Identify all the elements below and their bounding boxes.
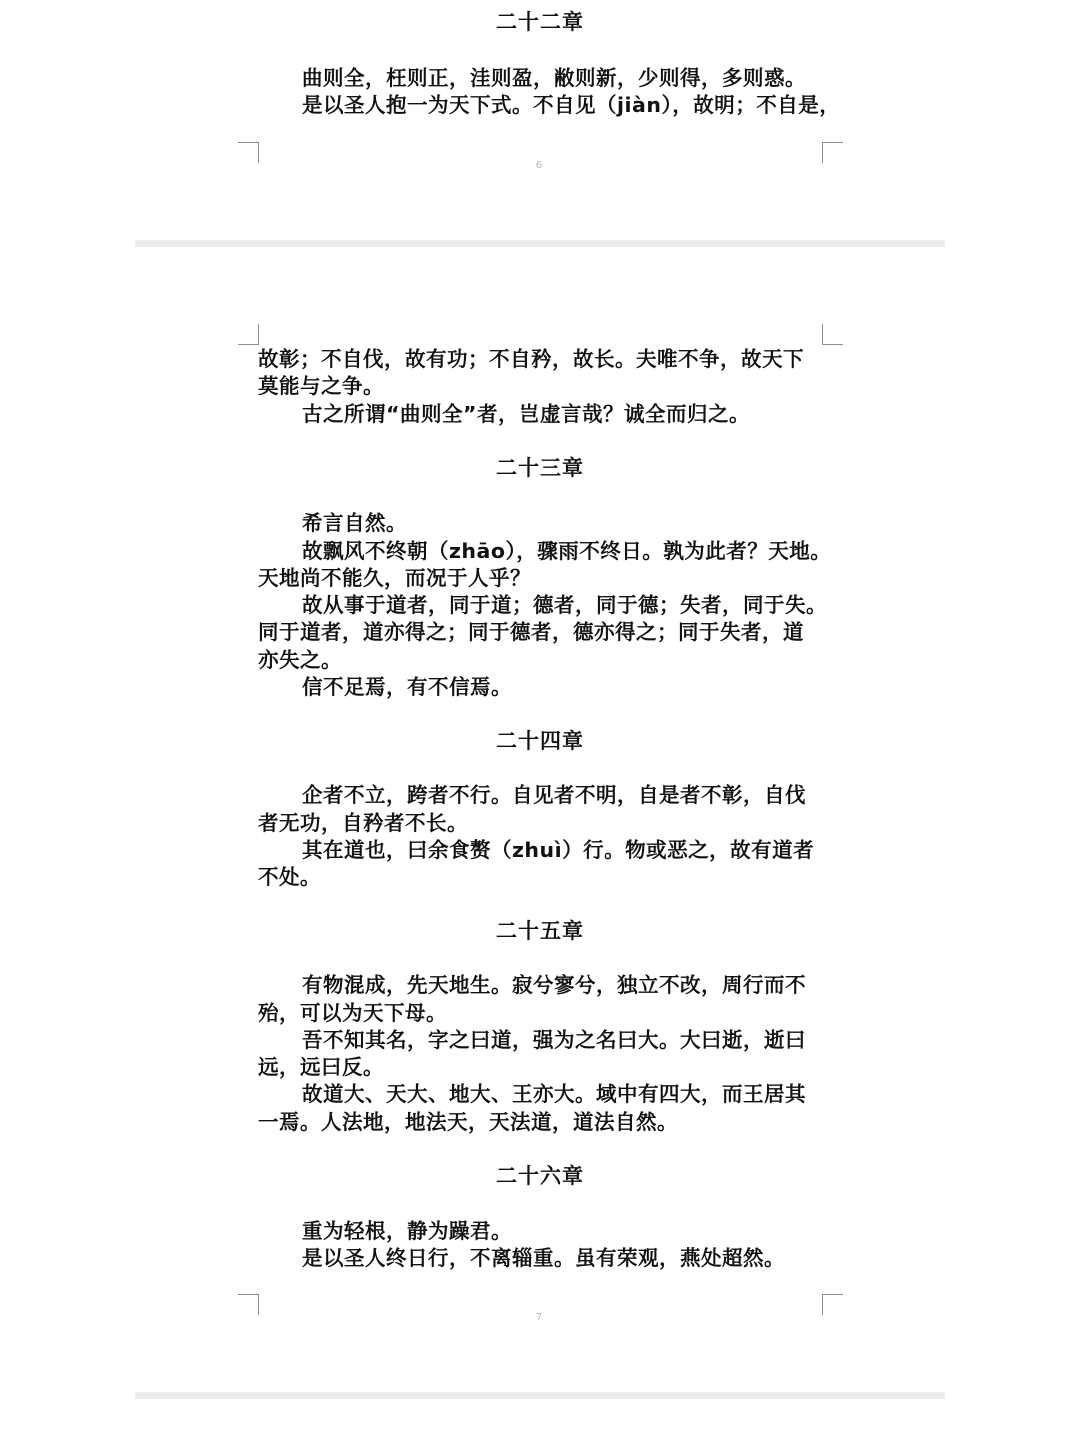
page-number: 7	[535, 1312, 543, 1323]
paragraph-line: 希言自然。	[302, 511, 407, 535]
page-separator	[135, 240, 945, 247]
margin-corner-mark	[822, 142, 843, 163]
margin-corner-mark	[238, 324, 259, 345]
paragraph-line: 曲则全，枉则正，洼则盈，敝则新，少则得，多则惑。	[302, 66, 806, 90]
chapter-heading-24: 二十四章	[496, 729, 584, 753]
page-number: 6	[535, 160, 543, 171]
margin-corner-mark	[238, 1294, 259, 1315]
page-separator	[135, 1392, 945, 1399]
paragraph-line: 故从事于道者，同于道；德者，同于德；失者，同于失。	[302, 593, 827, 617]
document-page-6	[0, 0, 1080, 240]
paragraph-line: 是以圣人抱一为天下式。不自见（jiàn），故明；不自是，	[302, 93, 841, 117]
paragraph-line: 莫能与之争。	[258, 374, 384, 398]
paragraph-line: 亦失之。	[258, 648, 342, 672]
paragraph-line: 者无功，自矜者不长。	[258, 811, 468, 835]
paragraph-line: 同于道者，道亦得之；同于德者，德亦得之；同于失者，道	[258, 620, 804, 644]
paragraph-line: 故彰；不自伐，故有功；不自矜，故长。夫唯不争，故天下	[258, 347, 804, 371]
paragraph-line: 故道大、天大、地大、王亦大。域中有四大，而王居其	[302, 1082, 806, 1106]
paragraph-line: 其在道也，曰余食赘（zhuì）行。物或恶之，故有道者	[302, 838, 815, 862]
chapter-heading-22: 二十二章	[496, 10, 584, 34]
paragraph-line: 不处。	[258, 865, 321, 889]
margin-corner-mark	[822, 1294, 843, 1315]
paragraph-line: 故飘风不终朝（zhāo），骤雨不终日。孰为此者？天地。	[302, 539, 832, 563]
paragraph-line: 企者不立，跨者不行。自见者不明，自是者不彰，自伐	[302, 783, 806, 807]
paragraph-line: 古之所谓“曲则全”者，岂虚言哉？诚全而归之。	[302, 402, 750, 426]
paragraph-line: 信不足焉，有不信焉。	[302, 675, 512, 699]
paragraph-line: 远，远曰反。	[258, 1055, 384, 1079]
margin-corner-mark	[822, 324, 843, 345]
paragraph-line: 是以圣人终日行，不离辎重。虽有荣观，燕处超然。	[302, 1246, 785, 1270]
margin-corner-mark	[238, 142, 259, 163]
paragraph-line: 有物混成，先天地生。寂兮寥兮，独立不改，周行而不	[302, 973, 806, 997]
paragraph-line: 吾不知其名，字之曰道，强为之名曰大。大曰逝，逝曰	[302, 1028, 806, 1052]
chapter-heading-26: 二十六章	[496, 1164, 584, 1188]
chapter-heading-23: 二十三章	[496, 456, 584, 480]
chapter-heading-25: 二十五章	[496, 919, 584, 943]
paragraph-line: 殆，可以为天下母。	[258, 1001, 447, 1025]
paragraph-line: 天地尚不能久，而况于人乎？	[258, 566, 531, 590]
paragraph-line: 重为轻根，静为躁君。	[302, 1219, 512, 1243]
paragraph-line: 一焉。人法地，地法天，天法道，道法自然。	[258, 1110, 678, 1134]
